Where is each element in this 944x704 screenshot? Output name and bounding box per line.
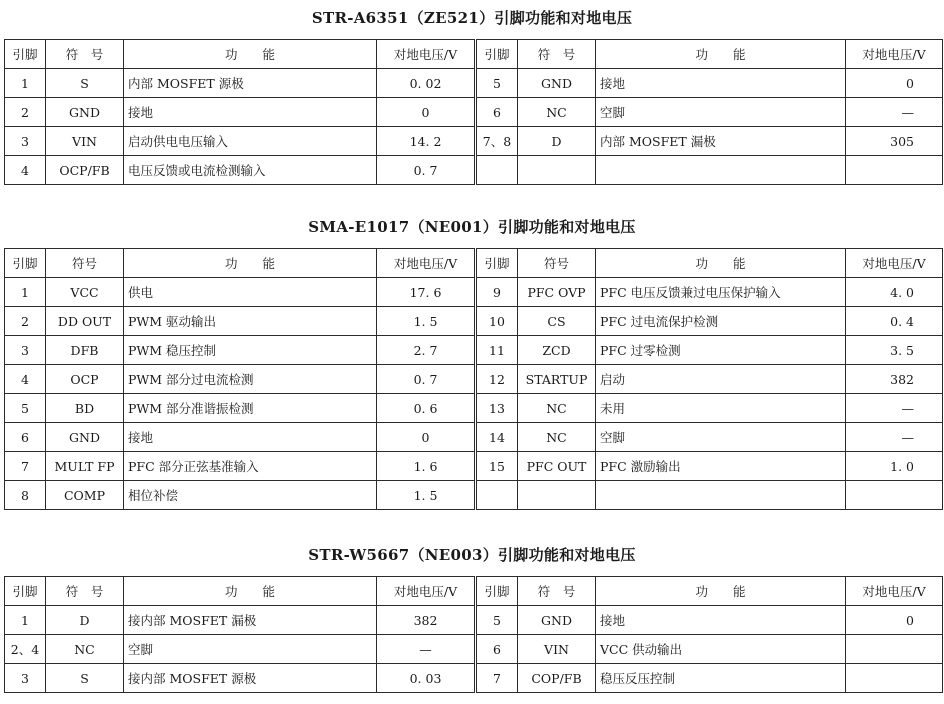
cell-symbol: OCP [46,365,124,394]
pin-table-1 [4,39,943,185]
cell-pin: 15 [476,452,518,481]
cell-symbol [518,156,596,185]
header-symbol: 符 号 [518,40,596,69]
cell-pin: 2 [5,98,46,127]
cell-function: 内部 MOSFET 源极 [124,69,377,98]
header-pin: 引脚 [5,40,46,69]
cell-symbol: VIN [46,127,124,156]
cell-pin: 3 [5,127,46,156]
section-title-3: STR-W5667（NE003）引脚功能和对地电压 [308,546,636,564]
cell-function: 接地 [596,606,846,635]
table-row [5,365,943,394]
cell-function: PWM 部分过电流检测 [124,365,377,394]
table-row [5,606,943,635]
cell-function: PFC 电压反馈兼过电压保护输入 [596,278,846,307]
cell-function: 相位补偿 [124,481,377,510]
table-row [5,127,943,156]
cell-voltage: 0. 4 [846,307,943,336]
cell-voltage: — [846,423,943,452]
header-function: 功 能 [124,40,377,69]
header-function: 功 能 [124,577,377,606]
header-row [5,577,943,606]
cell-pin [476,481,518,510]
header-row [5,249,943,278]
cell-symbol: NC [46,635,124,664]
cell-voltage: — [377,635,476,664]
header-row [5,40,943,69]
header-symbol: 符 号 [46,40,124,69]
cell-voltage [846,635,943,664]
cell-function: 稳压反压控制 [596,664,846,693]
cell-voltage: 2. 7 [377,336,476,365]
cell-voltage: — [846,394,943,423]
cell-symbol: NC [518,423,596,452]
cell-voltage: 0. 6 [377,394,476,423]
cell-function: PFC 激励输出 [596,452,846,481]
cell-voltage: 17. 6 [377,278,476,307]
header-symbol: 符 号 [46,577,124,606]
cell-function: PFC 部分正弦基准输入 [124,452,377,481]
cell-function [596,481,846,510]
cell-voltage: 0 [846,606,943,635]
cell-pin: 8 [5,481,46,510]
cell-function [596,156,846,185]
table-row [5,664,943,693]
cell-voltage: 0 [377,98,476,127]
header-symbol: 符号 [46,249,124,278]
header-voltage: 对地电压/V [377,40,476,69]
cell-function: PWM 稳压控制 [124,336,377,365]
cell-pin: 4 [5,156,46,185]
header-pin: 引脚 [5,577,46,606]
cell-pin: 5 [5,394,46,423]
cell-voltage [846,156,943,185]
cell-symbol: GND [518,69,596,98]
header-pin: 引脚 [476,577,518,606]
cell-pin: 2、4 [5,635,46,664]
cell-pin [476,156,518,185]
cell-function: 内部 MOSFET 漏极 [596,127,846,156]
cell-pin: 1 [5,69,46,98]
cell-voltage: 1. 5 [377,307,476,336]
cell-voltage: — [846,98,943,127]
header-function: 功 能 [124,249,377,278]
cell-function: 空脚 [596,98,846,127]
cell-pin: 6 [5,423,46,452]
cell-function: PFC 过零检测 [596,336,846,365]
cell-function: 空脚 [124,635,377,664]
cell-pin: 7 [476,664,518,693]
cell-voltage: 1. 5 [377,481,476,510]
cell-function: 接地 [124,98,377,127]
header-voltage: 对地电压/V [846,577,943,606]
pin-table-2 [4,248,943,510]
section-title-2: SMA-E1017（NE001）引脚功能和对地电压 [308,218,636,236]
cell-function: PFC 过电流保护检测 [596,307,846,336]
header-function: 功 能 [596,40,846,69]
header-voltage: 对地电压/V [846,40,943,69]
cell-pin: 6 [476,98,518,127]
cell-function: 空脚 [596,423,846,452]
cell-function: 接地 [596,69,846,98]
cell-voltage [846,481,943,510]
cell-function: 电压反馈或电流检测输入 [124,156,377,185]
table-row [5,156,943,185]
cell-pin: 9 [476,278,518,307]
cell-function: 启动 [596,365,846,394]
cell-pin: 5 [476,606,518,635]
cell-symbol: D [518,127,596,156]
cell-symbol: PFC OVP [518,278,596,307]
cell-voltage: 0. 7 [377,365,476,394]
cell-voltage: 3. 5 [846,336,943,365]
header-function: 功 能 [596,249,846,278]
cell-voltage: 0. 02 [377,69,476,98]
cell-symbol: COMP [46,481,124,510]
cell-pin: 12 [476,365,518,394]
table-row [5,69,943,98]
cell-symbol: GND [518,606,596,635]
cell-symbol: BD [46,394,124,423]
cell-symbol: CS [518,307,596,336]
cell-symbol: PFC OUT [518,452,596,481]
table-row [5,481,943,510]
cell-pin: 7 [5,452,46,481]
cell-pin: 2 [5,307,46,336]
cell-pin: 4 [5,365,46,394]
table-row [5,452,943,481]
cell-symbol [518,481,596,510]
cell-symbol: NC [518,98,596,127]
header-symbol: 符号 [518,249,596,278]
cell-symbol: VCC [46,278,124,307]
cell-pin: 11 [476,336,518,365]
cell-symbol: OCP/FB [46,156,124,185]
table-row [5,635,943,664]
cell-function: 接内部 MOSFET 源极 [124,664,377,693]
header-function: 功 能 [596,577,846,606]
cell-function: 接地 [124,423,377,452]
cell-symbol: DD OUT [46,307,124,336]
cell-symbol: GND [46,423,124,452]
cell-symbol: COP/FB [518,664,596,693]
cell-function: PWM 部分准谐振检测 [124,394,377,423]
cell-voltage [846,664,943,693]
cell-symbol: ZCD [518,336,596,365]
cell-symbol: GND [46,98,124,127]
cell-voltage: 1. 6 [377,452,476,481]
pin-table-3 [4,576,943,693]
cell-pin: 5 [476,69,518,98]
cell-symbol: STARTUP [518,365,596,394]
cell-pin: 1 [5,278,46,307]
cell-pin: 3 [5,664,46,693]
header-voltage: 对地电压/V [846,249,943,278]
cell-voltage: 305 [846,127,943,156]
cell-function: 启动供电电压输入 [124,127,377,156]
header-pin: 引脚 [476,249,518,278]
cell-symbol: VIN [518,635,596,664]
cell-voltage: 4. 0 [846,278,943,307]
table-row [5,394,943,423]
section-title-1: STR-A6351（ZE521）引脚功能和对地电压 [311,9,633,27]
cell-function: 接内部 MOSFET 漏极 [124,606,377,635]
cell-symbol: MULT FP [46,452,124,481]
cell-voltage: 0 [846,69,943,98]
table-row [5,98,943,127]
cell-voltage: 0 [377,423,476,452]
cell-function: PWM 驱动输出 [124,307,377,336]
header-symbol: 符 号 [518,577,596,606]
cell-function: 未用 [596,394,846,423]
cell-voltage: 0. 03 [377,664,476,693]
cell-function: VCC 供动输出 [596,635,846,664]
table-row [5,336,943,365]
cell-symbol: NC [518,394,596,423]
header-pin: 引脚 [5,249,46,278]
cell-voltage: 0. 7 [377,156,476,185]
cell-pin: 10 [476,307,518,336]
header-pin: 引脚 [476,40,518,69]
cell-symbol: D [46,606,124,635]
table-row [5,278,943,307]
cell-pin: 7、8 [476,127,518,156]
cell-symbol: S [46,69,124,98]
cell-pin: 14 [476,423,518,452]
table-row [5,423,943,452]
cell-function: 供电 [124,278,377,307]
header-voltage: 对地电压/V [377,577,476,606]
cell-voltage: 1. 0 [846,452,943,481]
header-voltage: 对地电压/V [377,249,476,278]
table-row [5,307,943,336]
cell-voltage: 382 [846,365,943,394]
cell-pin: 1 [5,606,46,635]
cell-pin: 3 [5,336,46,365]
cell-voltage: 14. 2 [377,127,476,156]
cell-symbol: S [46,664,124,693]
cell-voltage: 382 [377,606,476,635]
cell-symbol: DFB [46,336,124,365]
cell-pin: 13 [476,394,518,423]
cell-pin: 6 [476,635,518,664]
